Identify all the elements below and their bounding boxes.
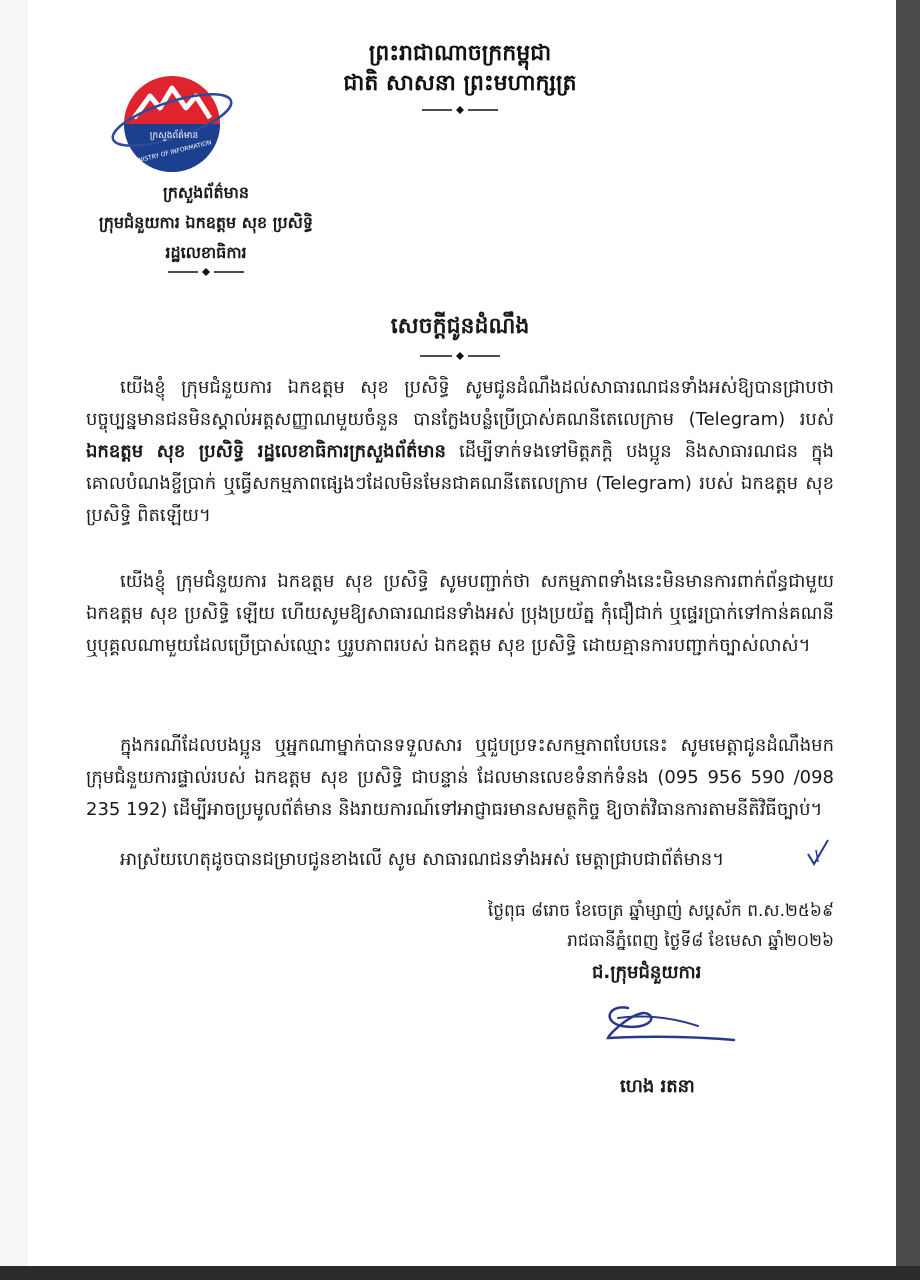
lunar-date: ថ្ងៃពុធ ៨រោច ខែចេត្រ ឆ្នាំម្សាញ់ សប្តស័ក ព.ស.២៥៦៩: [487, 901, 834, 921]
signoff-title: ជ.ក្រុមជំនួយការ: [592, 962, 702, 983]
dark-background-edge: [896, 0, 920, 1280]
title-ornament: [418, 350, 502, 362]
national-motto: ជាតិ សាសនា ព្រះមហាក្សត្រ: [343, 71, 577, 96]
ministry-name: ក្រសួងព័ត៌មាន: [162, 183, 249, 202]
ministry-logo: [110, 72, 240, 177]
paragraph-3: ក្នុងករណីដែលបងប្អូន ឬអ្នកណាម្នាក់បានទទួលសារ ឬជួបប្រទះសកម្មភាពបែបនេះ សូមមេត្តាជូនដំណឹងមកក្រុមជំនួយការផ្ទាល់របស់ ឯកឧត្តម សុខ ប្រសិទ្ធិ ជាបន្ទាន់ ដែលមានលេខទំនាក់ទំនង (095 956 590 /098 235 192) ដើម្បីអាចប្រមូលព័ត៌មាន និងរាយការណ៍ទៅអាជ្ញាធរមានសមត្ថកិច្ច ឱ្យចាត់វិធានការតាមនីតិវិធីច្បាប់។: [86, 735, 834, 820]
header-ornament: [420, 104, 500, 116]
ministry-ornament: [166, 266, 246, 278]
paragraph-2: យើងខ្ញុំ ក្រុមជំនួយការ ឯកឧត្តម សុខ ប្រសិទ្ធិ សូមបញ្ជាក់ថា សកម្មភាពទាំងនេះមិនមានការពាក់ព័ន្ធជាមួយ ឯកឧត្តម សុខ ប្រសិទ្ធិ ឡើយ ហើយសូមឱ្យសាធារណជនទាំងអស់ ប្រុងប្រយ័ត្ន កុំជឿជាក់ ឬផ្ទេរប្រាក់ទៅកាន់គណនី ឬបុគ្គលណាមួយដែលប្រើប្រាស់ឈ្មោះ ឬរូបភាពរបស់ ឯកឧត្តម សុខ ប្រសិទ្ធិ ដោយគ្មានការបញ្ជាក់ច្បាស់លាស់។: [86, 571, 834, 656]
paragraph-1: [86, 372, 834, 532]
kingdom-title: ព្រះរាជាណាចក្រកម្ពុជា: [368, 41, 552, 66]
dark-background-bottom: [0, 1266, 920, 1280]
paragraph-1-text-a: យើងខ្ញុំ ក្រុមជំនួយការ ឯកឧត្តម សុខ ប្រសិទ្ធិ សូមជូនដំណឹងដល់សាធារណជនទាំងអស់ឱ្យបានជ្រាបថា បច្ចុប្បន្នមានជនមិនស្គាល់អត្តសញ្ញាណមួយចំនួន បានក្លែងបន្លំប្រើប្រាស់គណនីតេលេក្រាម (Telegram) របស់: [86, 377, 834, 430]
logo-english-text: MINISTRY OF INFORMATION: [130, 139, 213, 166]
notice-title: សេចក្តីជូនដំណឹង: [390, 314, 530, 339]
handwritten-signature: [588, 992, 738, 1054]
handwritten-tick-mark: [804, 838, 832, 868]
logo-khmer-text: ក្រសួងព័ត៌មាន: [149, 131, 199, 141]
signer-name: ហេង រតនា: [620, 1076, 695, 1097]
ministry-heading: [96, 178, 316, 268]
assistant-team-name: ក្រុមជំនួយការ ឯកឧត្តម សុខ ប្រសិទ្ធិ: [98, 213, 314, 232]
paragraph-1-bold: ឯកឧត្តម សុខ ប្រសិទ្ធិ រដ្ឋលេខាធិការក្រសួងព័ត៌មាន: [86, 441, 446, 462]
paragraph-4: អាស្រ័យហេតុដូចបានជម្រាបជូនខាងលើ សូម សាធារណជនទាំងអស់ មេត្តាជ្រាបជាព័ត៌មាន។: [120, 849, 725, 870]
solar-date: រាជធានីភ្នំពេញ ថ្ងៃទី៨ ខែមេសា ឆ្នាំ២០២៦: [567, 931, 834, 951]
secretary-of-state: រដ្ឋលេខាធិការ: [165, 243, 247, 262]
paragraph-1-text-b: ដើម្បីទាក់ទងទៅមិត្តភក្តិ បងប្អូន និងសាធារណជន ក្នុងគោលបំណងខ្ចីប្រាក់ ឬធ្វើសកម្មភាពផ្សេងៗដែលមិនមែនជាគណនីតេលេក្រាម (Telegram) របស់ ឯកឧត្តម សុខ ប្រសិទ្ធិ ពិតឡើយ។: [86, 441, 834, 526]
